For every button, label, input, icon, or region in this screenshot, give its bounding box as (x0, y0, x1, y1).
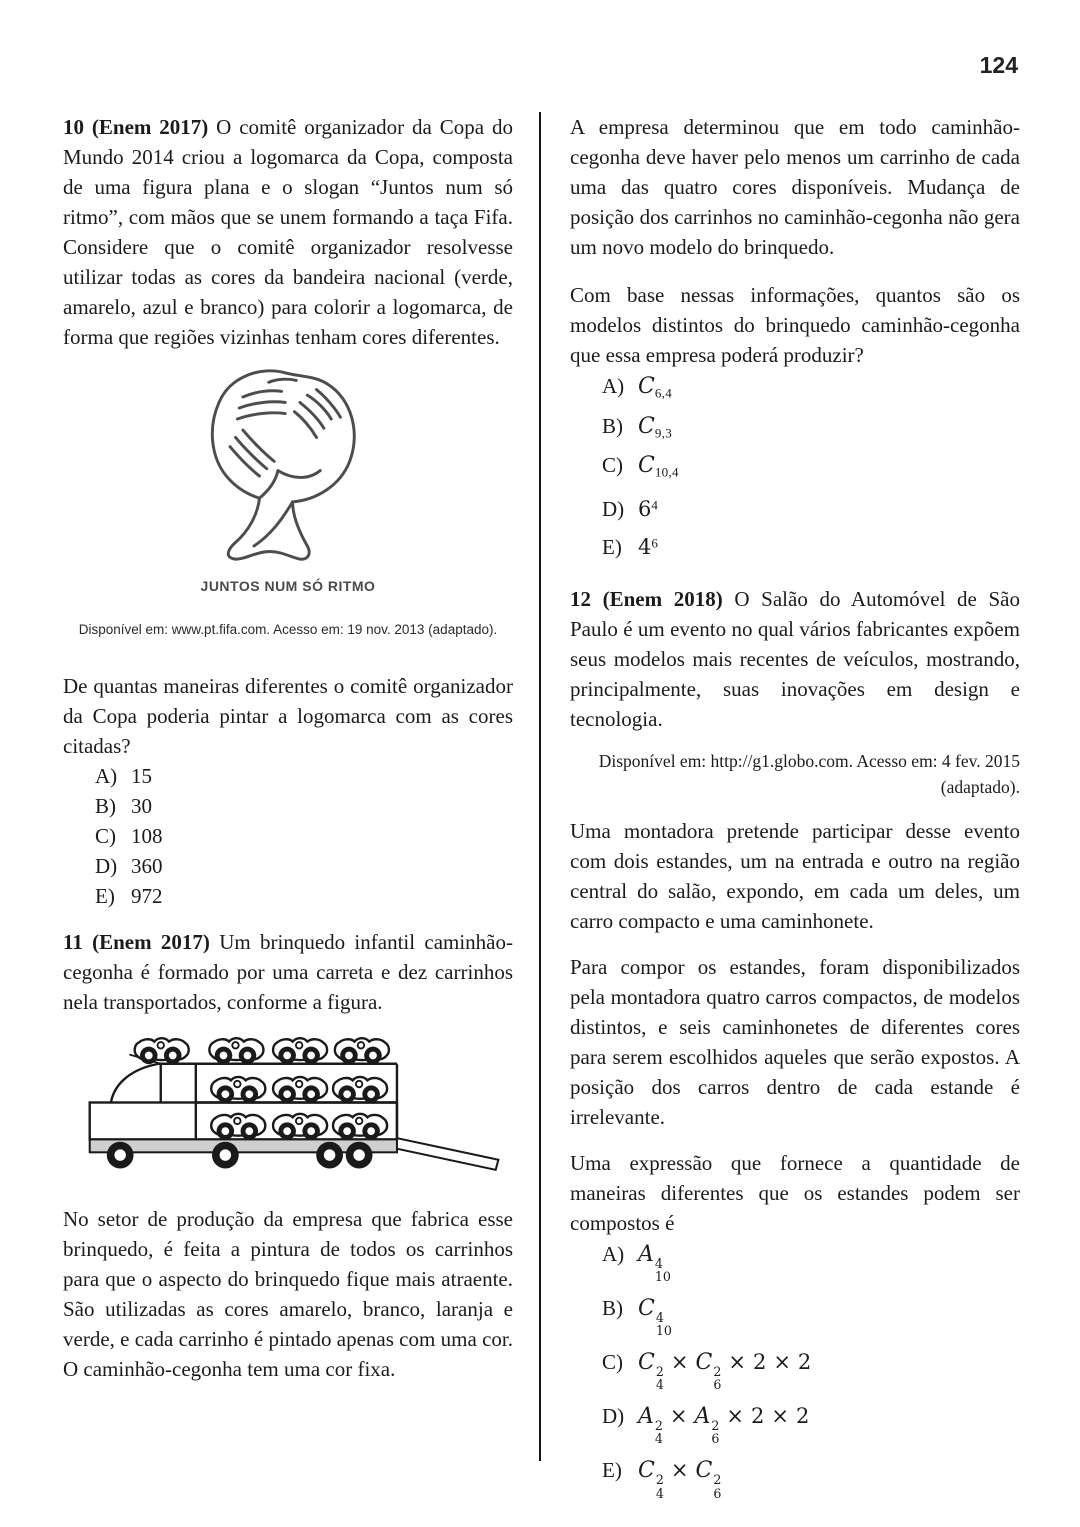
column-divider (539, 112, 541, 1461)
option-math: $4^6$ (638, 534, 658, 559)
option-label: B) (95, 794, 116, 818)
option-value: 15 (131, 764, 152, 788)
option-label: E) (602, 534, 622, 559)
option-row (95, 791, 513, 821)
option-label: A) (602, 1241, 625, 1266)
car-carrier-truck-drawing (85, 1025, 505, 1180)
option-math: $C_{9,3}$ (638, 413, 673, 441)
question-12-source (570, 748, 1020, 800)
truck-figure (63, 1025, 513, 1180)
option-row (602, 370, 1020, 410)
question-10-tag: 10 (Enem 2017) (63, 115, 209, 139)
option-label: D) (95, 854, 118, 878)
left-column (63, 112, 513, 1384)
fifa-logo-slogan: JUNTOS NUM SÓ RITMO (200, 578, 376, 594)
option-label: D) (602, 1403, 625, 1428)
option-label: C) (95, 824, 116, 848)
option-row (95, 881, 513, 911)
option-row (602, 410, 1020, 450)
option-label: E) (95, 884, 115, 908)
question-10-question: De quantas maneiras diferentes o comitê organizador da Copa poderia pintar a logomarca com as cores citadas? (63, 674, 513, 758)
source-line: (adaptado). (940, 776, 1020, 797)
question-11-continuation-1: A empresa determinou que em todo caminhão-cegonha deve haver pelo menos um carrinho de cada uma das quatro cores disponíveis. Mudança de posição dos carrinhos no caminhão-cegonha não gera um novo modelo do brinquedo. (570, 115, 1020, 259)
option-value: 972 (131, 884, 163, 908)
option-math: A 2 4 × A 2 6 × 2 × 2 (638, 1403, 810, 1447)
option-label: E) (602, 1458, 622, 1483)
question-12-paragraph-2: Uma montadora pretende participar desse evento com dois estandes, um na entrada e outro na região central do salão, expondo, em cada um deles, um carro compacto e uma caminhonete. (570, 818, 1020, 933)
option-math: A 4 10 (638, 1241, 671, 1285)
option-row (602, 1454, 1020, 1500)
option-row (602, 1238, 1020, 1284)
question-12-paragraph-3: Para compor os estandes, foram disponibilizados pela montadora quatro carros compactos, de modelos distintos, e seis caminhonetes de diferentes cores para serem escolhidos aqueles que serão expostos. A posição dos carros dentro de cada estande é irrelevante. (570, 954, 1020, 1129)
option-label: D) (602, 497, 625, 522)
question-12-paragraph-4: Uma expressão que fornece a quantidade de maneiras diferentes que os estandes podem ser compostos é (570, 1150, 1020, 1235)
question-12-tag: 12 (Enem 2018) (570, 586, 723, 611)
option-math: $C_{6,4}$ (638, 374, 673, 401)
option-row (95, 761, 513, 791)
option-row (602, 489, 1020, 527)
option-label: B) (602, 1295, 623, 1320)
option-row (602, 1346, 1020, 1392)
question-11-intro (63, 927, 513, 1017)
right-column (570, 112, 1020, 1508)
question-12-options (570, 1238, 1020, 1501)
question-11-body: Um brinquedo infantil caminhão-cegonha é formado por uma carreta e dez carrinhos nela transportados, conforme a figura. (63, 930, 513, 1014)
fifa-trophy-drawing (182, 362, 394, 569)
option-row (602, 1292, 1020, 1338)
question-11-tag: 11 (Enem 2017) (63, 930, 210, 954)
option-value: 30 (131, 794, 152, 818)
question-11-after-figure: No setor de produção da empresa que fabrica esse brinquedo, é feita a pintura de todos os carrinhos para que o aspecto do brinquedo fique mais atraente. São utilizadas as cores amarelo, branco, laranja e verde, e cada carrinho é pintado apenas com uma cor. O caminhão-cegonha tem uma cor fixa. (63, 1207, 513, 1381)
fifa-logo-source: Disponível em: www.pt.fifa.com. Acesso em: 19 nov. 2013 (adaptado). (78, 622, 498, 637)
option-label: A) (602, 374, 625, 398)
option-row (602, 1400, 1020, 1446)
option-math: C 2 4 × C 2 6 × 2 × 2 (638, 1349, 812, 1393)
option-row (95, 821, 513, 851)
option-value: 108 (131, 824, 163, 848)
option-math: C 2 4 × C 2 6 (638, 1458, 722, 1501)
option-label: C) (602, 453, 623, 478)
option-math: $6^4$ (638, 497, 658, 522)
question-12-intro (570, 584, 1020, 734)
question-11-continuation-2: Com base nessas informações, quantos são os modelos distintos do brinquedo caminhão-cegonha que essa empresa poderá produzir? (570, 283, 1020, 367)
option-math: $C_{10,4}$ (638, 453, 679, 480)
question-10-intro (63, 112, 513, 352)
source-line: Disponível em: http://g1.globo.com. Acesso em: 4 fev. 2015 (598, 750, 1020, 771)
page-number: 124 (979, 52, 1018, 78)
option-value: 360 (131, 854, 163, 878)
option-label: A) (95, 764, 118, 788)
fifa-logo-figure (63, 362, 513, 645)
option-row (602, 449, 1020, 489)
question-11-options (570, 370, 1020, 564)
option-row (602, 526, 1020, 564)
question-10-body: O comitê organizador da Copa do Mundo 2014 criou a logomarca da Copa, composta de uma figura plana e o slogan “Juntos num só ritmo”, com mãos que se unem formando a taça Fifa. Considere que o comitê organizador resolvesse utilizar todas as cores da bandeira nacional (verde, amarelo, azul e branco) para colorir a logomarca, de forma que regiões vizinhas tenham cores diferentes. (63, 115, 513, 349)
option-row (95, 851, 513, 881)
option-label: C) (602, 1349, 623, 1374)
question-12-body: O Salão do Automóvel de São Paulo é um evento no qual vários fabricantes expõem seus modelos mais recentes de veículos, mostrando, principalmente, suas inovações em design e tecnologia. (570, 586, 1020, 731)
question-10-options (63, 761, 513, 911)
option-math: C 4 10 (638, 1295, 672, 1339)
option-label: B) (602, 413, 623, 438)
